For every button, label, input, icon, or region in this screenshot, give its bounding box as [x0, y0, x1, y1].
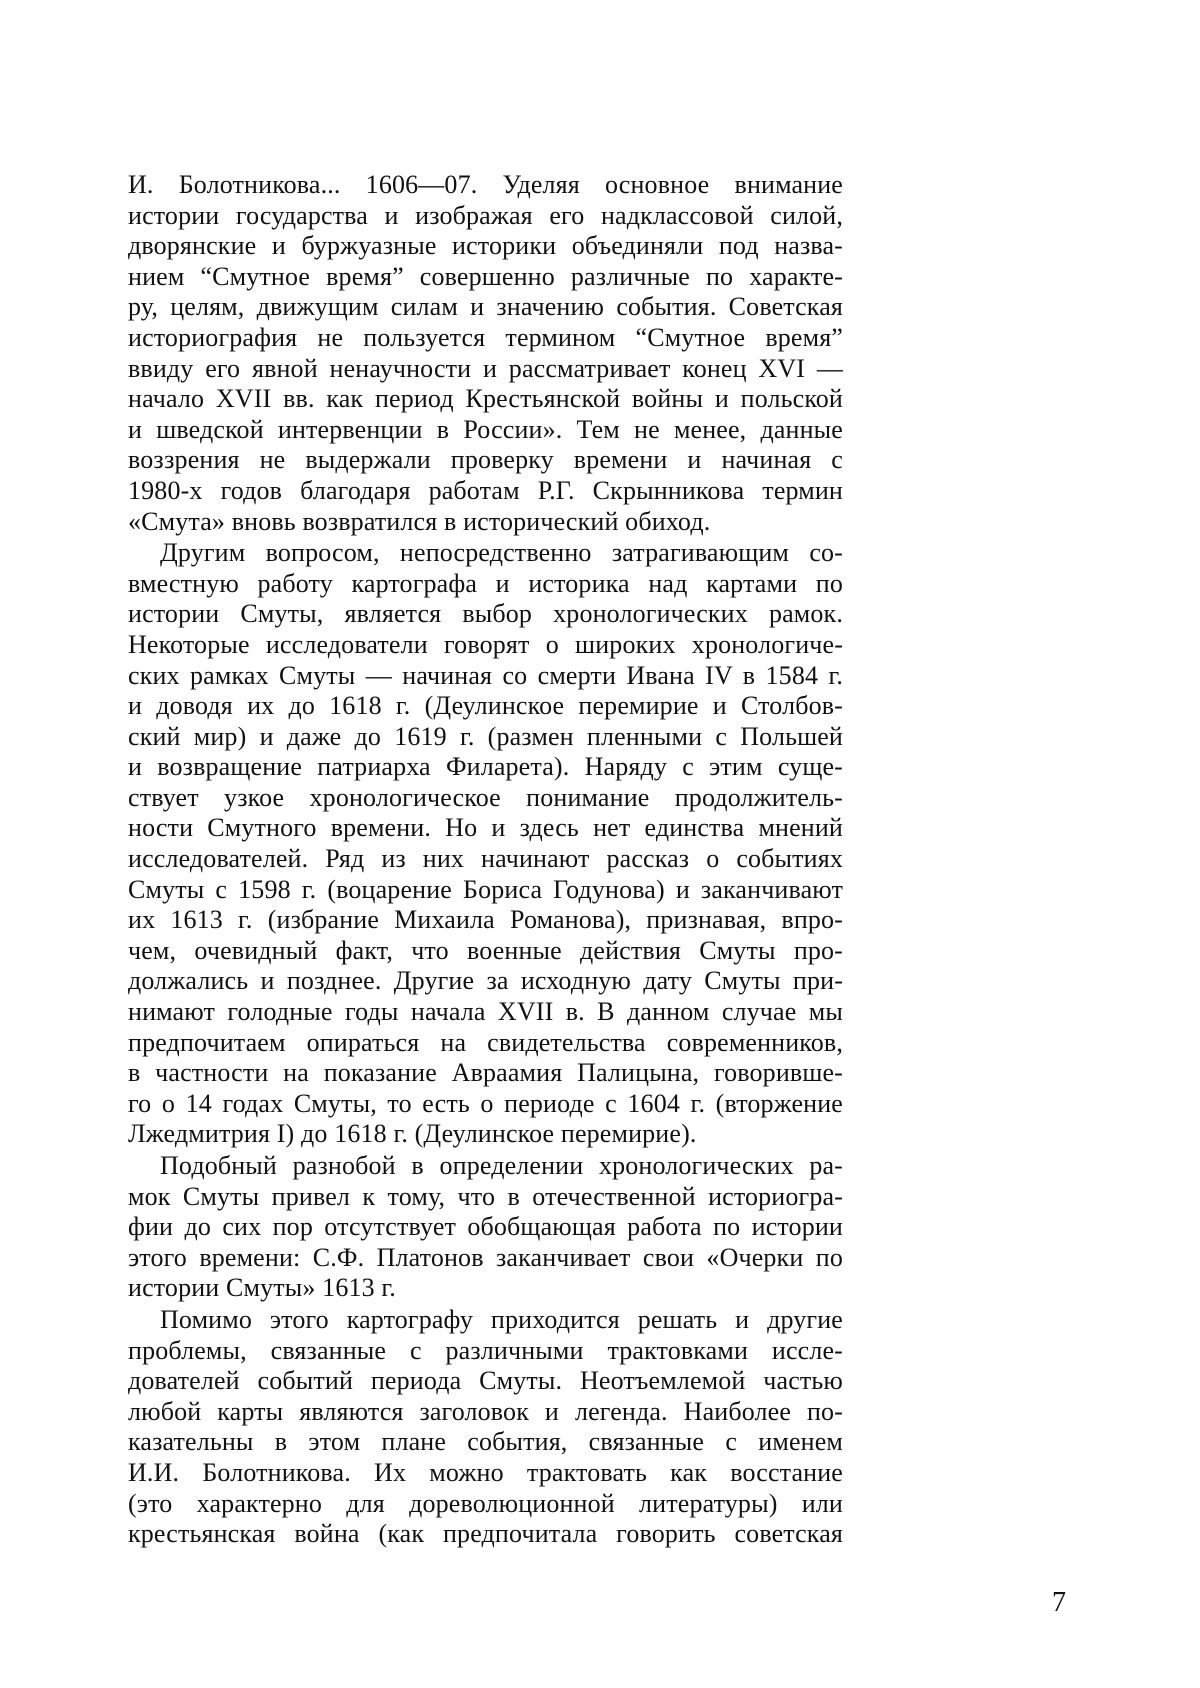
page-number: 7: [1052, 1587, 1066, 1618]
text-line: И. Болотникова... 1606—07. Уделяя основное внимание: [128, 170, 843, 199]
text-line: проблемы, связанные с различными трактовками иссле-: [128, 1335, 843, 1365]
text-line: дователей событий периода Смуты. Неотъемлемой частью: [128, 1366, 843, 1396]
text-line: (это характерно для дореволюционной литературы) или: [128, 1488, 843, 1518]
text-line: Другим вопросом, непосредственно затрагивающим со-: [160, 538, 843, 568]
text-line: нимают голодные годы начала XVII в. В данном случае мы: [128, 997, 843, 1027]
text-line: Лжедмитрия I) до 1618 г. (Деулинское перемирие).: [128, 1119, 697, 1149]
text-line: ру, целям, движущим силам и значению события. Советская: [128, 292, 843, 322]
text-line: любой карты являются заголовок и легенда. Наиболее по-: [128, 1396, 843, 1426]
text-line: ввиду его явной ненаучности и рассматривает конец XVI —: [128, 353, 843, 383]
text-line: ский мир) и даже до 1619 г. (размен пленными с Польшей: [128, 721, 843, 751]
text-line: истории государства и изображая его надклассовой силой,: [128, 200, 843, 230]
text-line: в частности на показание Авраамия Палицына, говоривше-: [128, 1058, 843, 1088]
text-line: крестьянская война (как предпочитала говорить советская: [128, 1519, 843, 1549]
text-line: «Смута» вновь возвратился в исторический обиход.: [128, 506, 711, 536]
text-line: Смуты с 1598 г. (воцарение Бориса Годунова) и заканчивают: [128, 874, 843, 904]
text-line: ских рамках Смуты — начиная со смерти Ивана IV в 1584 г.: [128, 660, 843, 690]
text-line: Некоторые исследователи говорят о широких хронологиче-: [128, 629, 843, 659]
text-line: фии до сих пор отсутствует обобщающая работа по истории: [128, 1212, 843, 1242]
text-line: и доводя их до 1618 г. (Деулинское перемирие и Столбов-: [128, 691, 843, 721]
text-line: го о 14 годах Смуты, то есть о периоде с 1604 г. (вторжение: [128, 1088, 843, 1118]
text-line: истории Смуты, является выбор хронологических рамок.: [128, 599, 843, 629]
text-line: ности Смутного времени. Но и здесь нет единства мнений: [128, 813, 843, 843]
text-line: и шведской интервенции в России». Тем не менее, данные: [128, 414, 843, 444]
body-text: [128, 170, 843, 1550]
text-line: исследователей. Ряд из них начинают рассказ о событиях: [128, 844, 843, 874]
text-line: ствует узкое хронологическое понимание продолжитель-: [128, 782, 843, 812]
text-line: историография не пользуется термином “Смутное время”: [128, 322, 843, 352]
text-line: начало XVII вв. как период Крестьянской войны и польской: [128, 384, 843, 414]
text-line: вместную работу картографа и историка над картами по: [128, 568, 843, 598]
text-line: мок Смуты привел к тому, что в отечественной историогра-: [128, 1181, 843, 1211]
text-line: истории Смуты» 1613 г.: [128, 1273, 396, 1303]
text-line: их 1613 г. (избрание Михаила Романова), признавая, впро-: [128, 905, 843, 935]
text-line: и возвращение патриарха Филарета). Наряду с этим суще-: [128, 752, 843, 782]
text-line: чем, очевидный факт, что военные действия Смуты про-: [128, 935, 843, 965]
text-line: И.И. Болотникова. Их можно трактовать как восстание: [128, 1457, 843, 1487]
text-line: этого времени: С.Ф. Платонов заканчивает свои «Очерки по: [128, 1242, 843, 1272]
text-line: Помимо этого картографу приходится решать и другие: [160, 1304, 843, 1334]
text-line: воззрения не выдержали проверку времени и начиная с: [128, 445, 843, 475]
text-line: казательны в этом плане события, связанные с именем: [128, 1427, 843, 1457]
text-line: должались и позднее. Другие за исходную дату Смуты при-: [128, 966, 843, 996]
text-line: нием “Смутное время” совершенно различные по характе-: [128, 261, 843, 291]
text-line: Подобный разнобой в определении хронологических ра-: [160, 1151, 843, 1180]
text-line: предпочитаем опираться на свидетельства современников,: [128, 1027, 843, 1057]
text-line: 1980-х годов благодаря работам Р.Г. Скрынникова термин: [128, 475, 843, 505]
text-line: дворянские и буржуазные историки объединяли под назва-: [128, 231, 843, 261]
